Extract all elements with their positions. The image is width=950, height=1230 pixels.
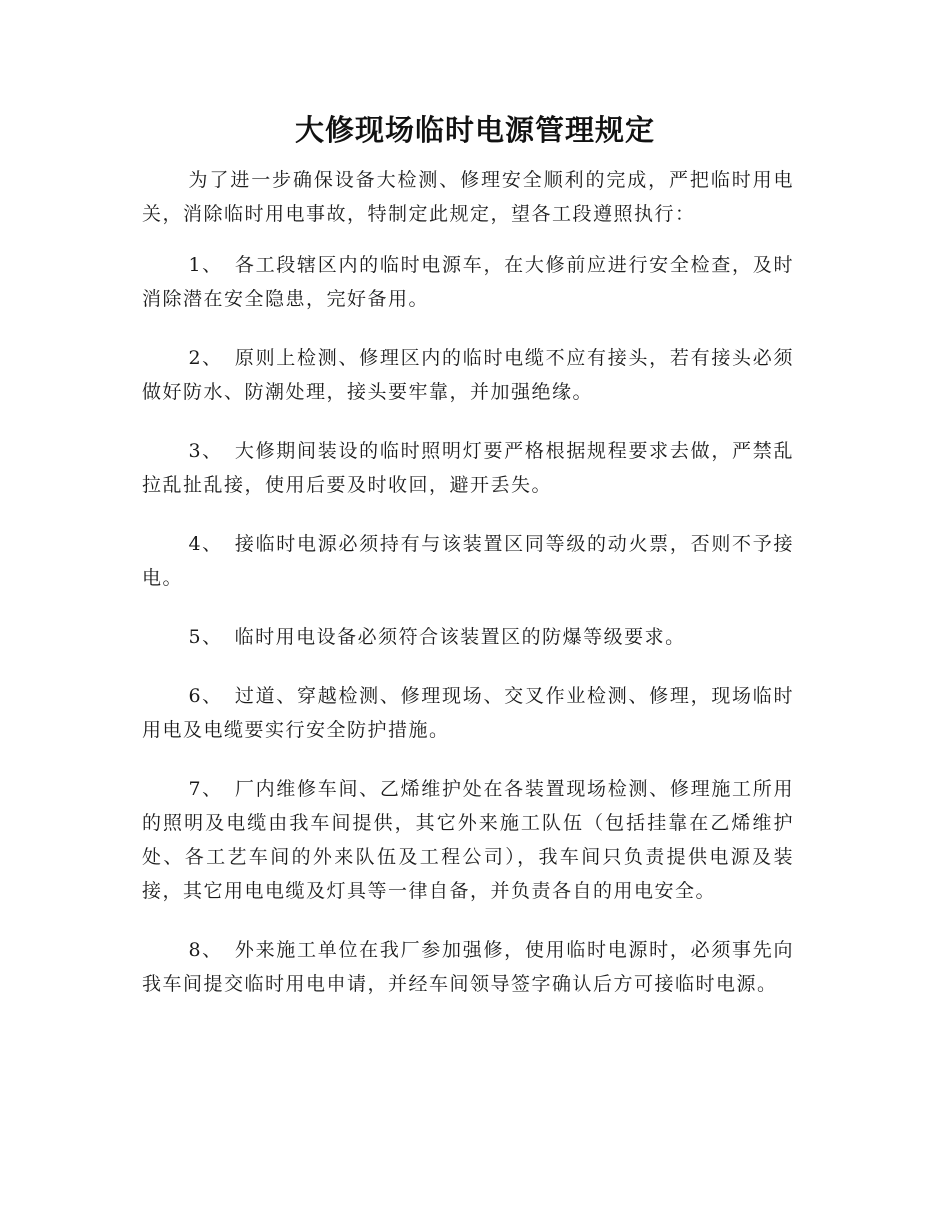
rule-number: 8、 [188,939,223,961]
rule-text: 临时用电设备必须符合该装置区的防爆等级要求。 [234,626,686,648]
rule-number: 4、 [188,533,223,555]
rule-item-5 [142,620,794,654]
rule-text: 过道、穿越检测、修理现场、交叉作业检测、修理，现场临时用电及电缆要实行安全防护措施。 [142,685,794,741]
document-body [142,163,794,1026]
rule-number: 5、 [188,626,223,648]
rule-item-4 [142,527,794,595]
rule-number: 3、 [188,440,223,462]
rule-text: 原则上检测、修理区内的临时电缆不应有接头，若有接头必须做好防水、防潮处理，接头要牢靠，并加强绝缘。 [142,347,794,403]
rule-text: 大修期间装设的临时照明灯要严格根据规程要求去做，严禁乱拉乱扯乱接，使用后要及时收回，避开丢失。 [142,440,794,496]
rule-number: 1、 [188,254,223,276]
rule-number: 6、 [188,685,223,707]
rule-item-3 [142,434,794,502]
intro-paragraph: 为了进一步确保设备大检测、修理安全顺利的完成，严把临时用电关，消除临时用电事故，特制定此规定，望各工段遵照执行： [142,169,794,225]
rule-text: 各工段辖区内的临时电源车，在大修前应进行安全检查，及时消除潜在安全隐患，完好备用。 [142,254,794,310]
rule-text: 接临时电源必须持有与该装置区同等级的动火票，否则不予接电。 [142,533,794,589]
rule-item-7 [142,772,794,908]
rule-text: 厂内维修车间、乙烯维护处在各装置现场检测、修理施工所用的照明及电缆由我车间提供，其它外来施工队伍（包括挂靠在乙烯维护处、各工艺车间的外来队伍及工程公司），我车间只负责提供电源及装接，其它用电电缆及灯具等一律自备，并负责各自的用电安全。 [142,778,794,902]
rule-item-2 [142,341,794,409]
document-title: 大修现场临时电源管理规定 [294,113,655,147]
rule-number: 2、 [188,347,223,369]
rule-item-6 [142,679,794,747]
rule-item-8 [142,933,794,1001]
rule-item-1 [142,248,794,316]
rule-number: 7、 [188,778,223,800]
rule-text: 外来施工单位在我厂参加强修，使用临时电源时，必须事先向我车间提交临时用电申请，并经车间领导签字确认后方可接临时电源。 [142,939,794,995]
